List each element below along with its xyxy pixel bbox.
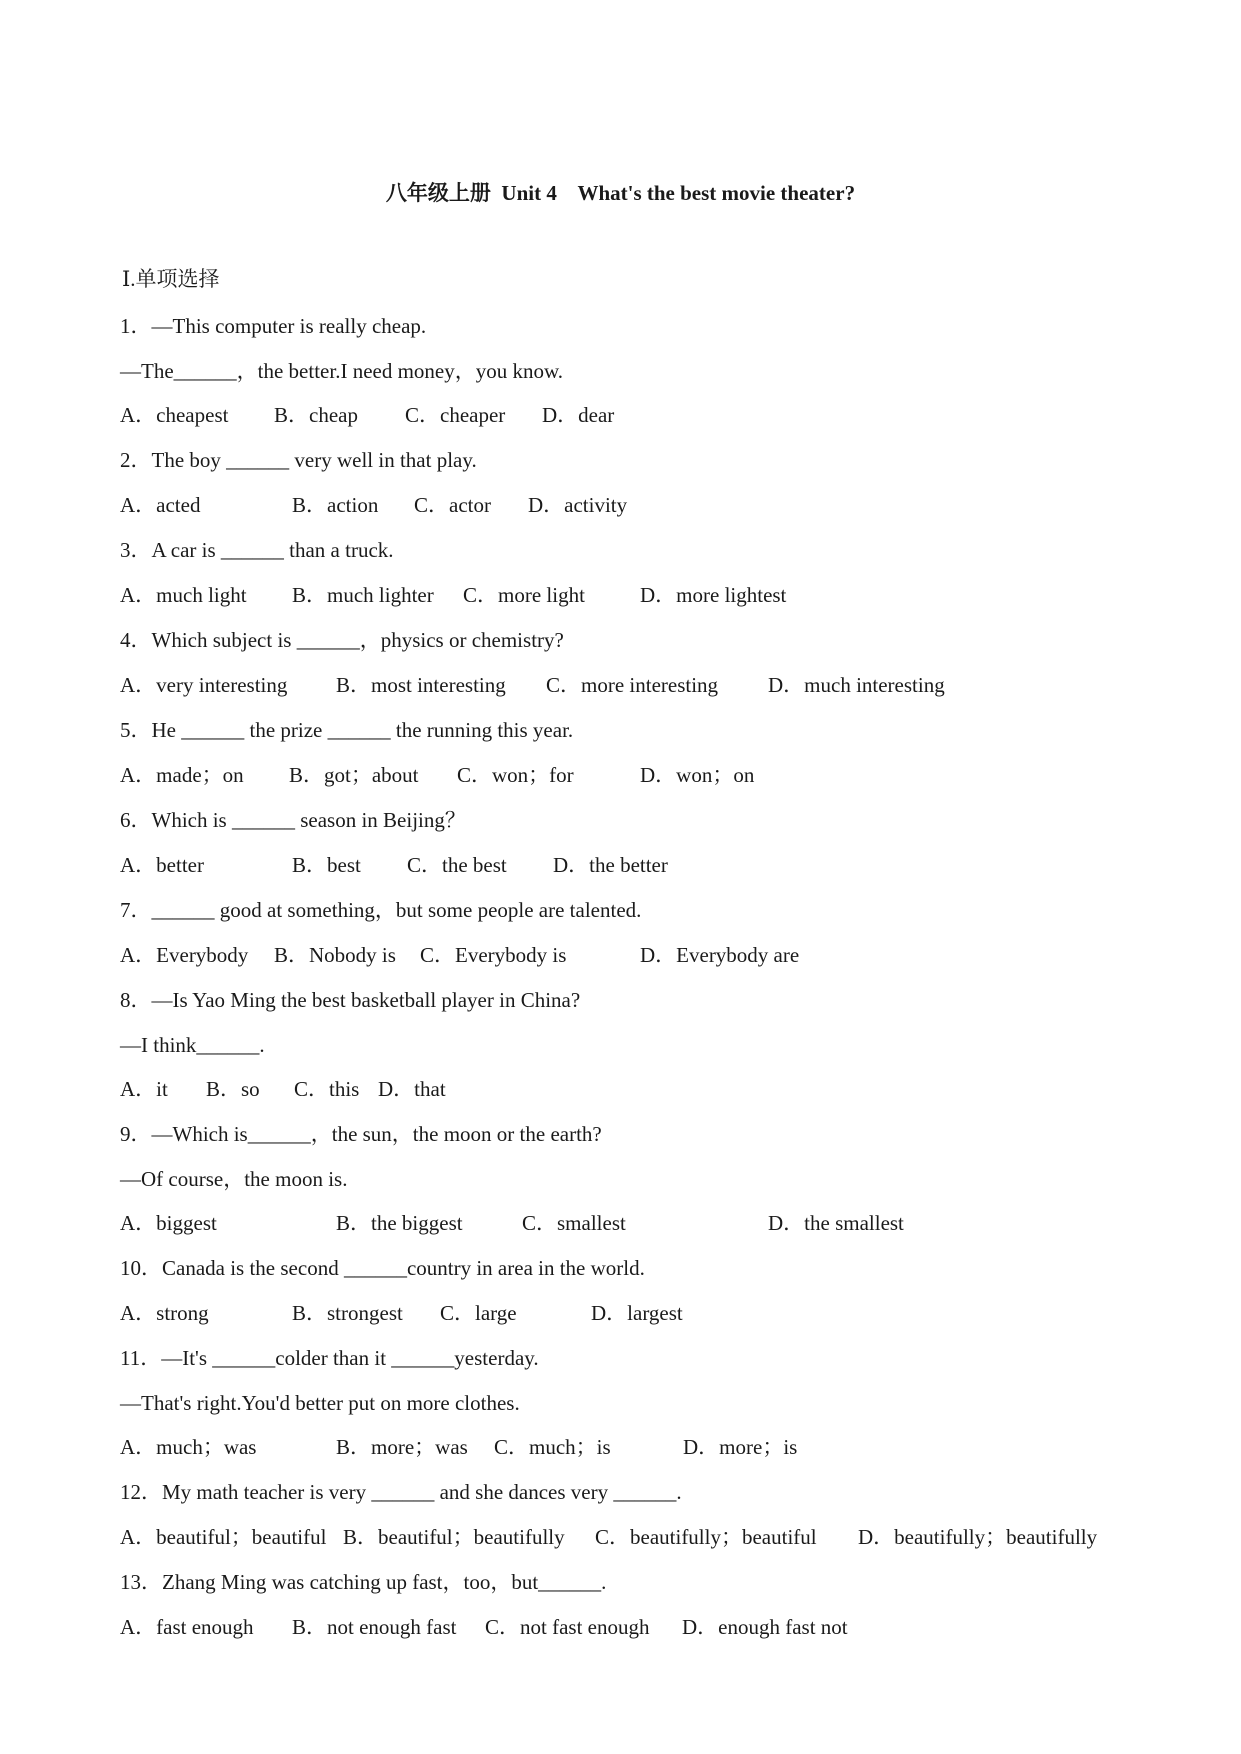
question-item — [120, 537, 1200, 627]
option-c: C．the best — [407, 853, 507, 877]
option-b: B．more；was — [336, 1435, 468, 1459]
option-d: D．that — [378, 1077, 446, 1101]
option-b: B．cheap — [274, 403, 358, 427]
option-d: D．won；on — [640, 763, 755, 787]
option-a: A．much light — [120, 583, 247, 607]
question-stem: 2．The boy ______ very well in that play. — [120, 448, 477, 472]
page-title: 八年级上册 Unit 4 What's the best movie theater? — [385, 181, 856, 205]
question-stem: 7．______ good at something，but some people are talented. — [120, 898, 642, 922]
options-row — [120, 582, 1200, 627]
option-d: D．much interesting — [768, 673, 945, 697]
option-c: C．this — [294, 1077, 360, 1101]
question-stem: 5．He ______ the prize ______ the running this year. — [120, 718, 574, 742]
question-list — [120, 313, 1200, 1659]
option-b: B．strongest — [292, 1301, 403, 1325]
options-row — [120, 1076, 1200, 1121]
question-item — [120, 717, 1200, 807]
option-b: B．best — [292, 853, 361, 877]
option-d: D．dear — [542, 403, 615, 427]
options-row — [120, 942, 1200, 987]
option-a: A．much；was — [120, 1435, 257, 1459]
option-d: D．more lightest — [640, 583, 787, 607]
options-row — [120, 492, 1200, 537]
options-row — [120, 672, 1200, 717]
option-c: C．smallest — [522, 1211, 626, 1235]
option-a: A．cheapest — [120, 403, 229, 427]
question-item — [120, 897, 1200, 987]
question-stem: 4．Which subject is ______，physics or chemistry? — [120, 628, 564, 652]
question-item — [120, 313, 1200, 447]
question-item — [120, 1121, 1200, 1255]
question-stem: 3．A car is ______ than a truck. — [120, 538, 394, 562]
option-d: D．activity — [528, 493, 628, 517]
option-d: D．enough fast not — [682, 1615, 848, 1639]
option-a: A．better — [120, 853, 204, 877]
options-row — [120, 1300, 1200, 1345]
option-b: B．Nobody is — [274, 943, 396, 967]
question-item — [120, 1345, 1200, 1479]
option-a: A．fast enough — [120, 1615, 254, 1639]
option-c: C．more light — [463, 583, 585, 607]
options-row — [120, 1614, 1200, 1659]
option-a: A．biggest — [120, 1211, 217, 1235]
option-d: D．Everybody are — [640, 943, 800, 967]
option-a: A．beautiful；beautiful — [120, 1525, 327, 1549]
option-b: B．so — [206, 1077, 260, 1101]
question-stem-continued: —That's right.You'd better put on more clothes. — [120, 1391, 520, 1415]
option-b: B．much lighter — [292, 583, 434, 607]
option-c: C．won；for — [457, 763, 574, 787]
question-stem: 6．Which is ______ season in Beijing？ — [120, 808, 466, 832]
options-row — [120, 1210, 1200, 1255]
option-c: C．much；is — [494, 1435, 611, 1459]
question-stem: 11．—It's ______colder than it ______yesterday. — [120, 1346, 539, 1370]
option-c: C．more interesting — [546, 673, 719, 697]
option-c: C．not fast enough — [485, 1615, 650, 1639]
question-item — [120, 807, 1200, 897]
options-row — [120, 402, 1200, 447]
question-stem: 13．Zhang Ming was catching up fast，too，but______. — [120, 1570, 607, 1594]
options-row — [120, 1524, 1200, 1569]
option-d: D．the better — [553, 853, 668, 877]
option-b: B．most interesting — [336, 673, 506, 697]
option-c: C．actor — [414, 493, 491, 517]
option-b: B．the biggest — [336, 1211, 463, 1235]
question-stem-continued: —The______，the better.I need money，you know. — [120, 359, 564, 383]
option-c: C．Everybody is — [420, 943, 567, 967]
option-c: C．beautifully；beautiful — [595, 1525, 817, 1549]
option-a: A．Everybody — [120, 943, 249, 967]
option-c: C．cheaper — [405, 403, 506, 427]
question-item — [120, 1569, 1200, 1659]
section-heading: Ⅰ.单项选择 — [122, 267, 220, 291]
question-stem-continued: —Of course，the moon is. — [120, 1167, 348, 1191]
question-item — [120, 1255, 1200, 1345]
option-d: D．largest — [591, 1301, 683, 1325]
question-stem: 12．My math teacher is very ______ and she dances very ______. — [120, 1480, 682, 1504]
option-b: B．beautiful；beautifully — [343, 1525, 565, 1549]
option-b: B．got；about — [289, 763, 419, 787]
option-a: A．it — [120, 1077, 168, 1101]
question-item — [120, 987, 1200, 1121]
question-stem: 8．—Is Yao Ming the best basketball player in China? — [120, 988, 581, 1012]
question-stem: 10．Canada is the second ______country in area in the world. — [120, 1256, 645, 1280]
option-d: D．beautifully；beautifully — [858, 1525, 1098, 1549]
question-item — [120, 447, 1200, 537]
options-row — [120, 852, 1200, 897]
option-a: A．strong — [120, 1301, 209, 1325]
question-item — [120, 627, 1200, 717]
option-d: D．the smallest — [768, 1211, 904, 1235]
option-a: A．very interesting — [120, 673, 288, 697]
options-row — [120, 1434, 1200, 1479]
option-a: A．made；on — [120, 763, 244, 787]
question-stem: 1．—This computer is really cheap. — [120, 314, 427, 338]
options-row — [120, 762, 1200, 807]
question-stem-continued: —I think______. — [120, 1033, 265, 1057]
question-stem: 9．—Which is______，the sun，the moon or the earth? — [120, 1122, 602, 1146]
option-d: D．more；is — [683, 1435, 798, 1459]
option-b: B．action — [292, 493, 379, 517]
question-item — [120, 1479, 1200, 1569]
option-a: A．acted — [120, 493, 201, 517]
option-c: C．large — [440, 1301, 517, 1325]
option-b: B．not enough fast — [292, 1615, 457, 1639]
